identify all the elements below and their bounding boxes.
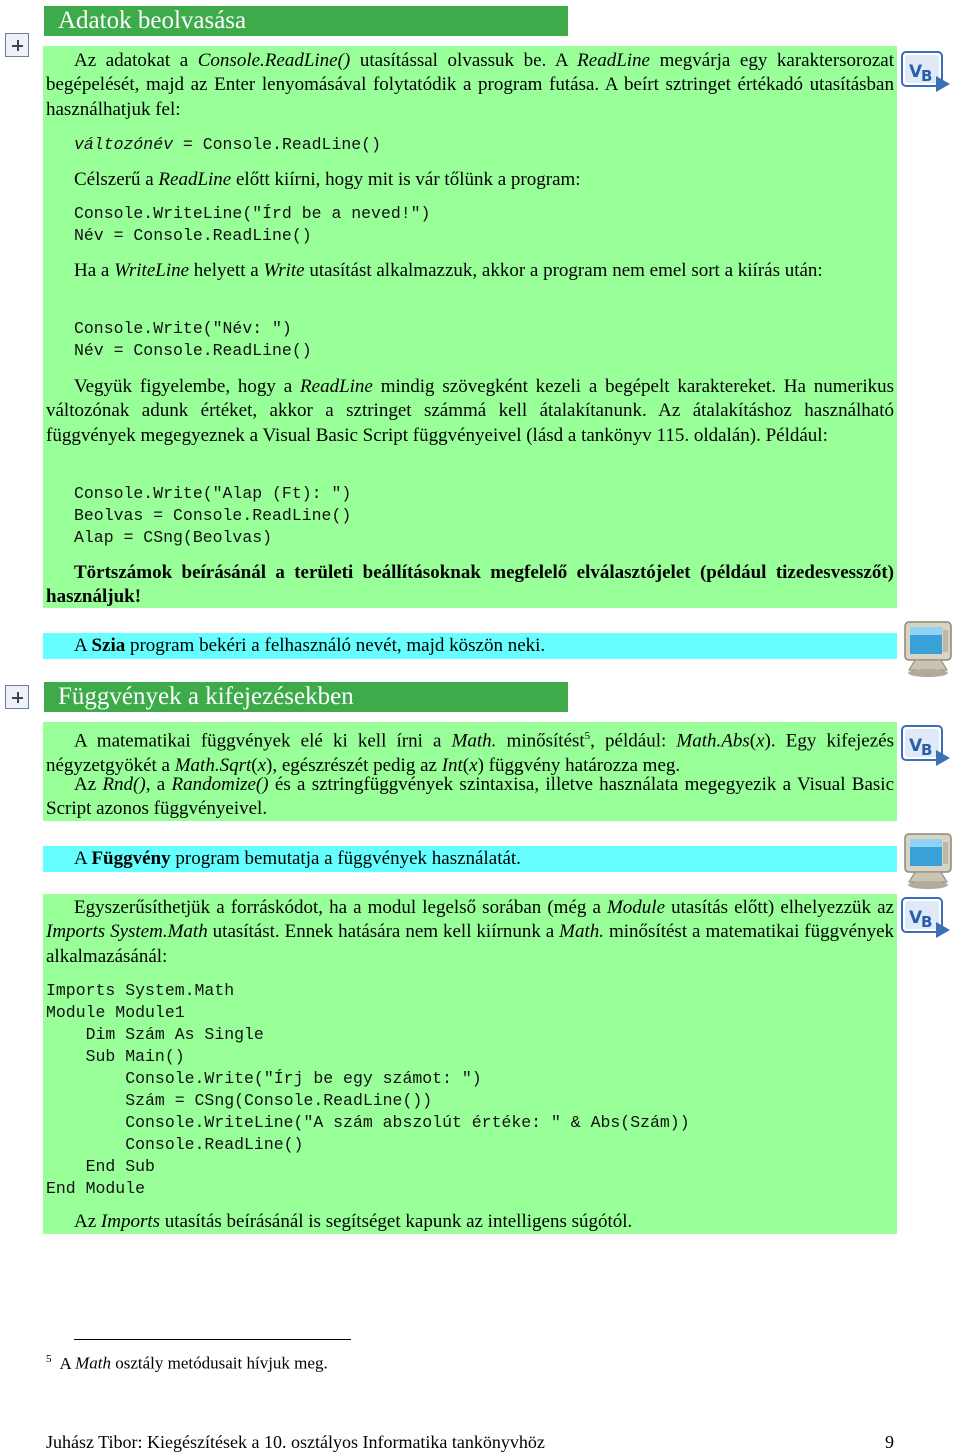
expand-plus-icon[interactable] bbox=[5, 685, 29, 709]
paragraph-7: Egyszerűsíthetjük a forráskódot, ha a modul legelső sorában (még a Module utasítás előtt) elhelyezzük az Imports System.Math utasítást. Ennek hatására nem kell kiírnunk a Math. minősítést a matematikai függvények alkalmazásánál: bbox=[46, 897, 895, 967]
section-heading-fuggvenyek: Függvények a kifejezésekben bbox=[44, 682, 568, 712]
section-heading-adatok: Adatok beolvasása bbox=[44, 6, 568, 36]
vb-icon bbox=[900, 896, 952, 942]
svg-text:V: V bbox=[909, 736, 923, 756]
svg-text:B: B bbox=[921, 913, 933, 931]
paragraph-2: Célszerű a ReadLine előtt kiírni, hogy mit is vár tőlünk a program: bbox=[74, 169, 581, 190]
code-sample-3: Console.Write("Név: ") Név = Console.ReadLine() bbox=[74, 319, 312, 360]
svg-text:V: V bbox=[909, 908, 923, 928]
vb-icon bbox=[900, 724, 952, 770]
program-note-1: A Szia program bekéri a felhasználó nevét, majd köszön neki. bbox=[74, 635, 546, 656]
code-sample-module: Imports System.Math Module Module1 Dim Szám As Single Sub Main() Console.Write("Írj be egy számot: ") Szám = CSng(Console.ReadLine()) Console.WriteLine("A szám abszolút értéke: " & Abs(Szám)) Console.ReadLine() End Sub End Module bbox=[46, 981, 690, 1198]
paragraph-6: Az Rnd(), a Randomize() és a sztringfüggvények szintaxisa, illetve használata megegyezik a Visual Basic Script azonos függvényeivel. bbox=[46, 774, 895, 820]
svg-text:B: B bbox=[921, 741, 933, 759]
code-sample-4: Console.Write("Alap (Ft): ") Beolvas = Console.ReadLine() Alap = CSng(Beolvas) bbox=[74, 484, 352, 547]
page-footer-text: Juhász Tibor: Kiegészítések a 10. osztályos Informatika tankönyvhöz bbox=[46, 1432, 545, 1452]
warning-paragraph: Törtszámok beírásánál a területi beállításoknak megfelelő elválasztójelet (például tizedesvesszőt) használjuk! bbox=[46, 562, 894, 608]
paragraph-4: Vegyük figyelembe, hogy a ReadLine mindig szövegként kezeli a begépelt karaktereket. Ha numerikus változónak adunk értéket, akkor a sztringet számmá kell átalakítanunk. Az átalakításhoz használható függvények megegyeznek a Visual Basic Script függvényeivel (lásd a tankönyv 115. oldalán). Például: bbox=[46, 376, 895, 446]
computer-monitor-icon bbox=[899, 830, 957, 890]
expand-plus-icon[interactable] bbox=[5, 33, 29, 57]
vb-icon bbox=[900, 50, 952, 96]
page-number: 9 bbox=[885, 1432, 894, 1452]
paragraph-3: Ha a WriteLine helyett a Write utasítást alkalmazzuk, akkor a program nem emel sort a kiírás után: bbox=[74, 260, 823, 281]
svg-text:B: B bbox=[921, 67, 933, 85]
svg-text:V: V bbox=[909, 62, 923, 82]
paragraph-8: Az Imports utasítás beírásánál is segítséget kapunk az intelligens súgótól. bbox=[74, 1211, 633, 1232]
footnote: $^5$ A Math osztály metódusait hívjuk meg. bbox=[46, 1353, 328, 1373]
footnote-separator bbox=[74, 1339, 351, 1340]
code-sample-2: Console.WriteLine("Írd be a neved!") Név = Console.ReadLine() bbox=[74, 204, 431, 245]
code-sample-1: változónév = Console.ReadLine() bbox=[74, 135, 381, 154]
paragraph-1: Az adatokat a Console.ReadLine() utasítással olvassuk be. A ReadLine megvárja egy karaktersorozat begépelését, majd az Enter lenyomásával folytatódik a program futása. A beírt sztringet értékadó utasításban használhatjuk fel: bbox=[46, 50, 895, 120]
program-note-2: A Függvény program bemutatja a függvények használatát. bbox=[74, 848, 521, 869]
computer-monitor-icon bbox=[899, 618, 957, 678]
paragraph-5: A matematikai függvények elé ki kell írni a Math. minősítést$^5$, például: Math.Abs(x). Egy kifejezés négyzetgyökét a Math.Sqrt(x), egészrészét pedig az Int(x) függvény határozza meg. bbox=[46, 730, 894, 776]
